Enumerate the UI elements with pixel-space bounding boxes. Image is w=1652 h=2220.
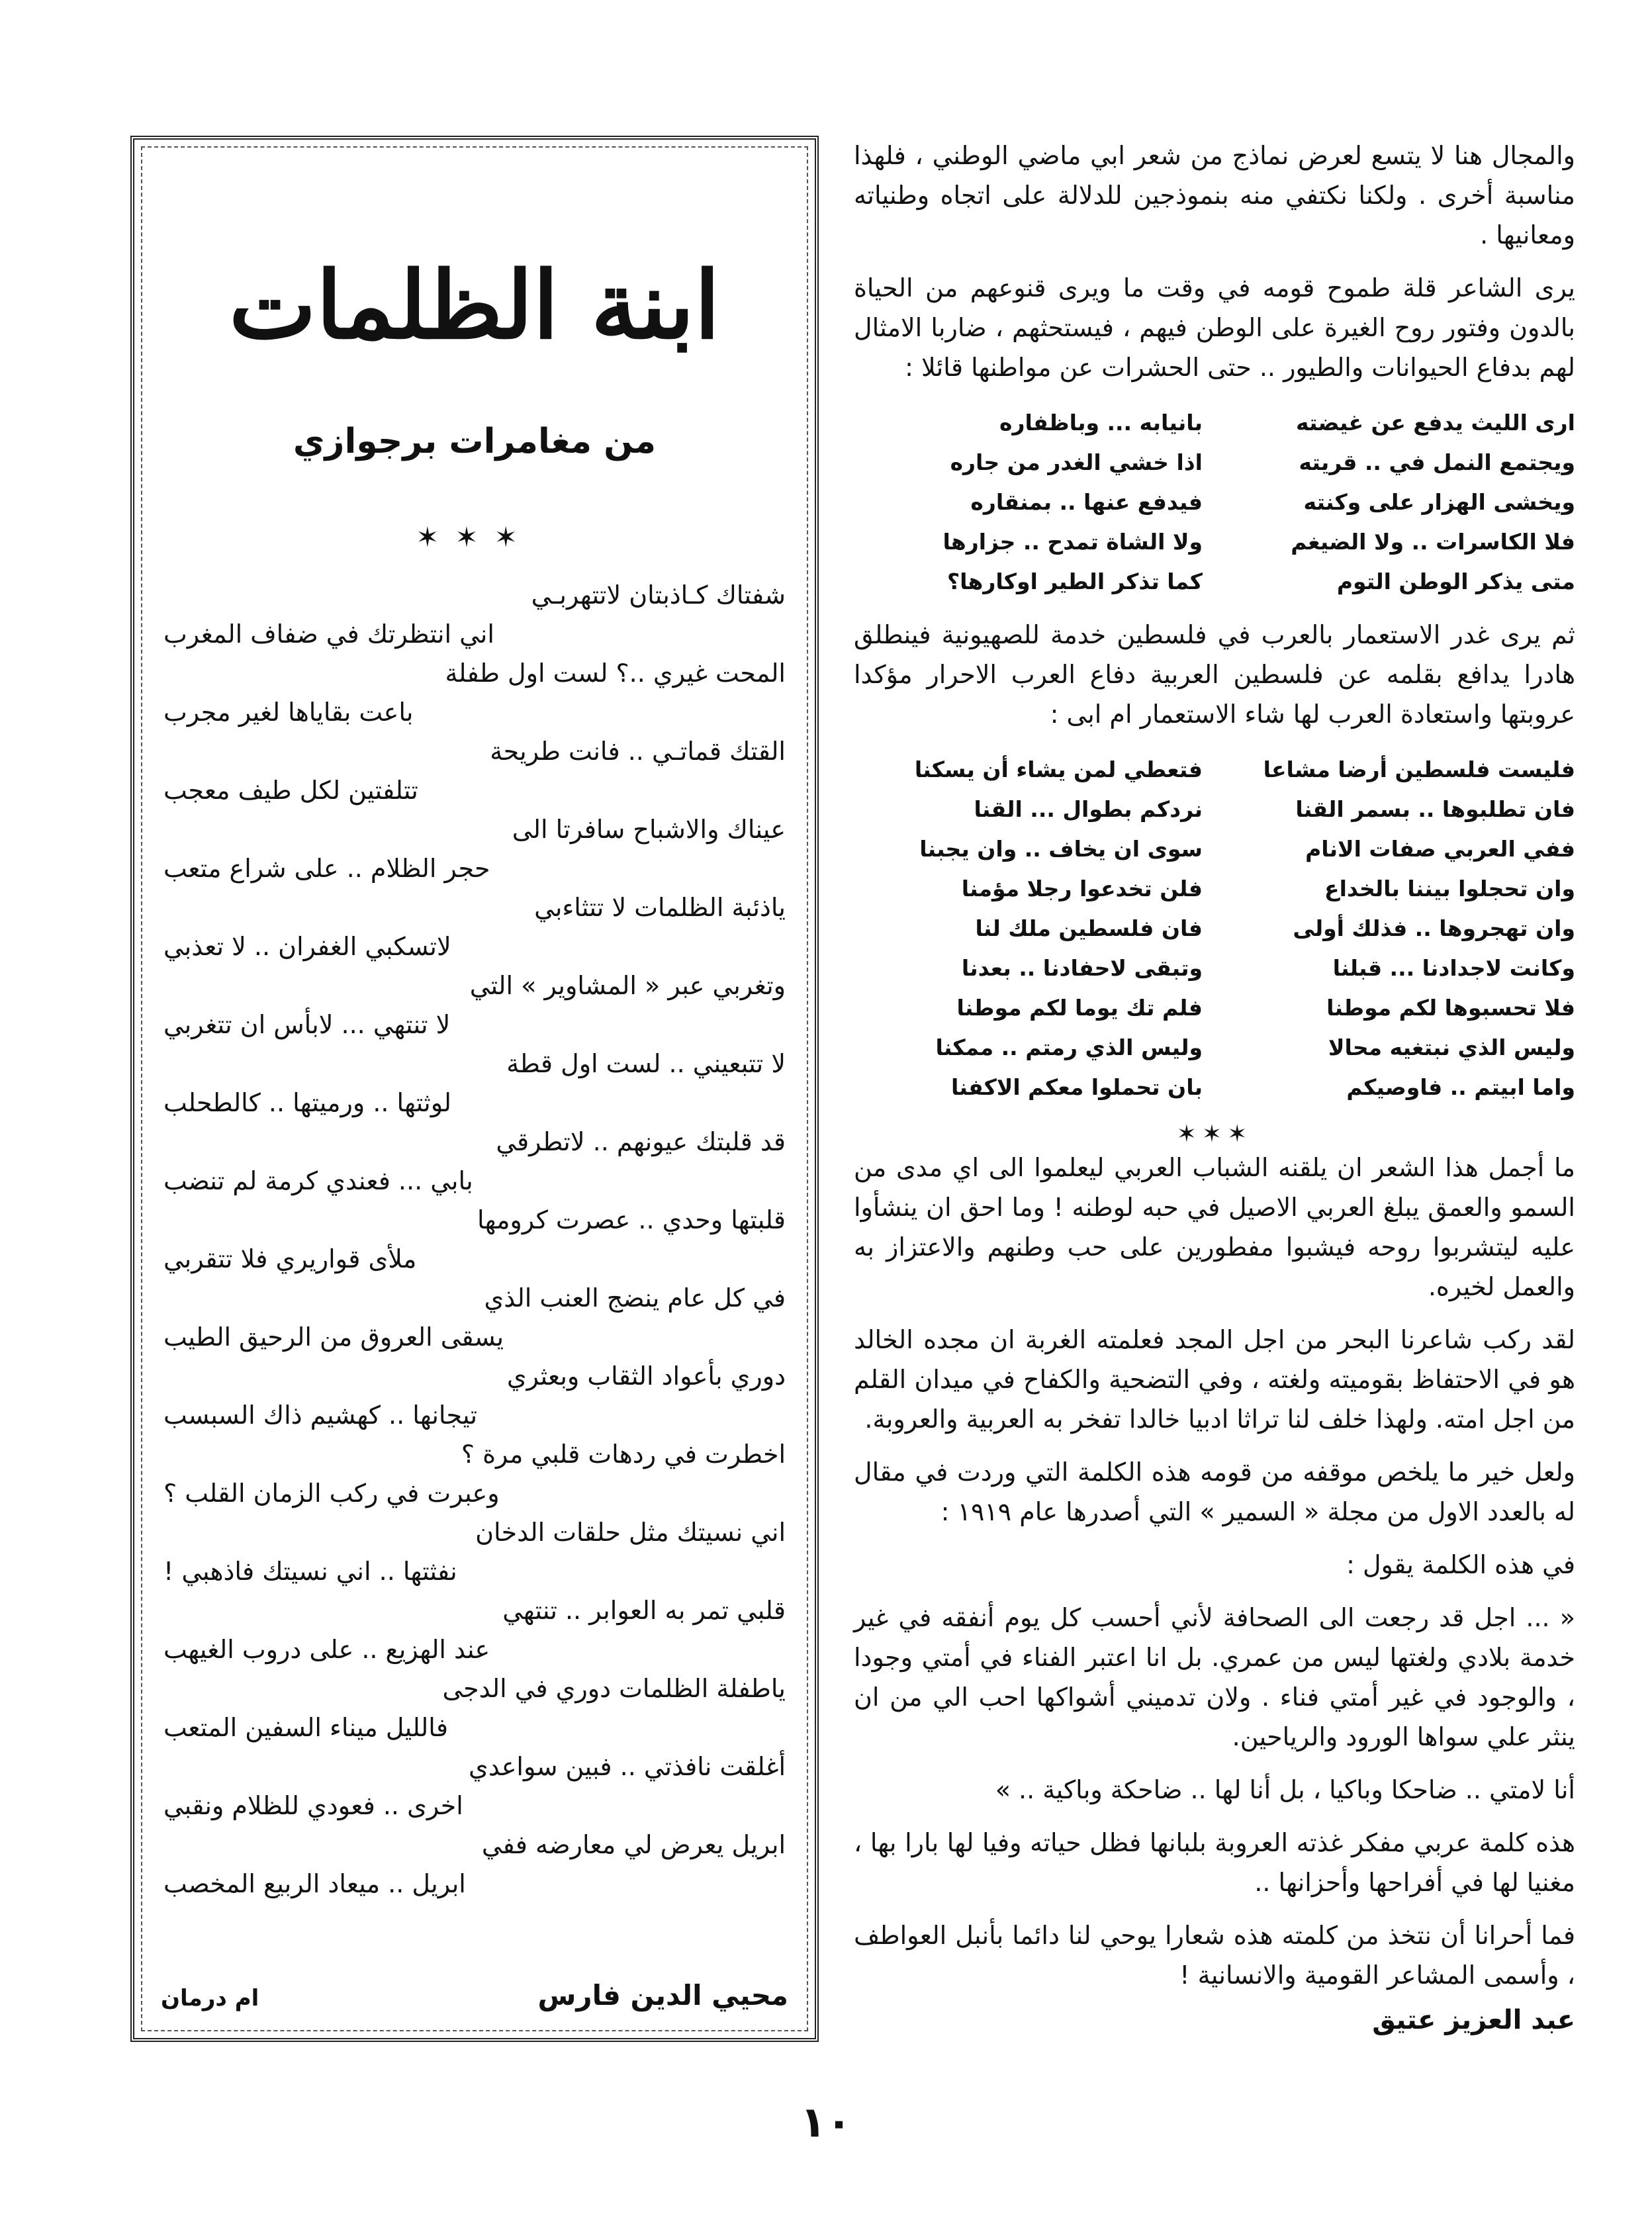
poem-line: ابريل .. ميعاد الربيع المخصب <box>163 1869 466 1898</box>
poem-line: فالليل ميناء السفين المتعب <box>163 1713 448 1742</box>
verse-line: فلا الكاسرات .. ولا الضيغم <box>1291 529 1575 555</box>
verse-line: فيدفع عنها .. بمنقاره <box>970 489 1203 515</box>
poem-line: أغلقت نافذتي .. فبين سواعدي <box>469 1752 786 1781</box>
verse-line: بانيابه ... وباظفاره <box>999 410 1203 436</box>
quote-paragraph-2: أنا لامتي .. ضاحكا وباكيا ، بل أنا لها .. ضاحكة وباكية .. » <box>995 1775 1575 1804</box>
verses-block-1 <box>854 403 1575 602</box>
poem-line: ملأى قواريري فلا تتقربي <box>163 1244 417 1273</box>
poem-line: تتلفتين لكل طيف معجب <box>163 776 418 805</box>
poem-line: قلبي تمر به العوابر .. تنتهي <box>502 1596 786 1625</box>
article-author: عبد العزيز عتيق <box>1372 2005 1575 2035</box>
poem-line: لوثتها .. ورميتها .. كالطحلب <box>163 1088 451 1117</box>
verse-line: سوى ان يخاف .. وان يجبنا <box>919 836 1203 862</box>
poem-line: القتك قماتـي .. فانت طريحة <box>490 737 786 766</box>
verse-line: ففي العربي صفات الانام <box>1305 836 1575 862</box>
section-divider-stars: ✶✶✶ <box>1176 1121 1253 1148</box>
verse-line: نردكم بطوال ... القنا <box>974 796 1203 822</box>
poem-author: محيي الدين فارس <box>537 1979 788 2012</box>
paragraph-11: فما أحرانا أن نتخذ من كلمته هذه شعارا يوحي لنا دائما بأنبل العواطف ، وأسمى المشاعر القومية والانسانية ! <box>854 1921 1575 1990</box>
poem-line: تيجانها .. كهشيم ذاك السبسب <box>163 1401 478 1430</box>
verse-line: ولا الشاة تمدح .. جزارها <box>942 529 1203 555</box>
poem-line: اني نسيتك مثل حلقات الدخان <box>475 1518 786 1547</box>
poem-line: وعبرت في ركب الزمان القلب ؟ <box>163 1479 500 1508</box>
verse-line: فلا تحسبوها لكم موطنا <box>1326 995 1575 1021</box>
verse-line: فلم تك يوما لكم موطنا <box>956 995 1203 1021</box>
poem-line: اخطرت في ردهات قلبي مرة ؟ <box>461 1440 786 1469</box>
verse-line: وان تهجروها .. فذلك أولى <box>1293 915 1575 941</box>
verse-line: ويجتمع النمل في .. قريته <box>1299 449 1575 475</box>
poem-line: يسقى العروق من الرحيق الطيب <box>163 1322 504 1352</box>
poem-body <box>163 576 786 1904</box>
verse-line: متى يذكر الوطن التوم <box>1336 569 1575 594</box>
verse-line: فان تطلبوها .. بسمر القنا <box>1295 796 1575 822</box>
paragraph-1: والمجال هنا لا يتسع لعرض نماذج من شعر ابي ماضي الوطني ، فلهذا مناسبة أخرى . ولكنا نكتفي منه بنموذجين للدلالة على اتجاه وطنياته ومعانيها . <box>854 141 1575 250</box>
paragraph-3: ثم يرى غدر الاستعمار بالعرب في فلسطين خدمة للصهيونية فينطلق هادرا يدافع بقلمه عن فلسطين العربية دفاع العرب الاحرار مؤكدا عروبتها واستعادة العرب لها شاء الاستعمار ام ابى : <box>854 620 1575 729</box>
paragraph-7: في هذه الكلمة يقول : <box>1346 1550 1575 1579</box>
verse-line: كما تذكر الطير اوكارها؟ <box>946 569 1203 594</box>
poem-line: نفثتها .. اني نسيتك فاذهبي ! <box>163 1557 457 1586</box>
verse-line: وتبقى لاحفادنا .. بعدنا <box>961 955 1203 981</box>
verse-line: واما ابيتم .. فاوصيكم <box>1346 1074 1575 1100</box>
poem-place: ام درمان <box>161 1985 259 2012</box>
verse-line: ارى الليث يدفع عن غيضته <box>1296 410 1575 436</box>
paragraph-6: ولعل خير ما يلخص موقفه من قومه هذه الكلمة التي وردت في مقال له بالعدد الاول من مجلة « السمير » التي أصدرها عام ١٩١٩ : <box>854 1457 1575 1526</box>
poem-line: قلبتها وحدي .. عصرت كرومها <box>477 1205 786 1234</box>
paragraph-10: هذه كلمة عربي مفكر غذته العروبة بلبانها فظل حياته وفيا لها بارا بها ، مغنيا لها في أفراحها وأحزانها .. <box>854 1828 1575 1897</box>
poem-line: وتغربي عبر « المشاوير » التي <box>469 971 786 1000</box>
poem-line: عند الهزيع .. على دروب الغيهب <box>163 1635 490 1664</box>
poem-line: لا تنتهي ... لابأس ان تتغربي <box>163 1010 451 1039</box>
verse-line: وليس الذي نبتغيه محالا <box>1328 1035 1575 1060</box>
poem-line: حجر الظلام .. على شراع متعب <box>163 854 490 883</box>
article-column <box>854 136 1575 2055</box>
verse-line: فتعطي لمن يشاء أن يسكنا <box>914 757 1203 782</box>
verse-line: فليست فلسطين أرضا مشاعا <box>1263 757 1575 782</box>
verse-line: فان فلسطين ملك لنا <box>975 915 1203 941</box>
poem-line: دوري بأعواد الثقاب وبعثري <box>506 1362 786 1391</box>
poem-line: ياذئبة الظلمات لا تتثاءبي <box>534 893 786 922</box>
poem-line: اني انتظرتك في ضفاف المغرب <box>163 620 494 649</box>
poem-line: في كل عام ينضج العنب الذي <box>484 1283 786 1313</box>
poem-stars-divider: ✶✶✶ <box>416 521 533 553</box>
poem-box <box>130 136 819 2042</box>
verse-line: اذا خشي الغدر من جاره <box>950 449 1203 475</box>
poem-line: لا تتبعيني .. لست اول قطة <box>506 1049 786 1078</box>
poem-line: بابي ... فعندي كرمة لم تنضب <box>163 1166 473 1195</box>
paragraph-4: ما أجمل هذا الشعر ان يلقنه الشباب العربي ليعلموا الى اي مدى من السمو والعمق يبلغ العربي الاصيل في حبه لوطنه ! وما احق ان ينشأوا عليه ليتشربوا روحه فيشبوا مفطورين على حب وطنهم والاعتزاز به والعمل لخيره. <box>854 1153 1575 1301</box>
verse-line: ويخشى الهزار على وكنته <box>1303 489 1575 515</box>
poem-title: ابنة الظلمات <box>228 252 721 360</box>
poem-line: اخرى .. فعودي للظلام ونقبي <box>163 1791 463 1820</box>
verse-line: فلن تخدعوا رجلا مؤمنا <box>961 876 1203 902</box>
poem-footer <box>161 1979 788 2012</box>
verses-block-2 <box>854 750 1575 1107</box>
verse-line: وان تحجلوا بيننا بالخداع <box>1324 876 1575 902</box>
verse-line: وليس الذي رمتم .. ممكنا <box>935 1035 1203 1060</box>
quote-paragraph-1: « ... اجل قد رجعت الى الصحافة لأني أحسب كل يوم أنفقه في غير خدمة بلادي ولغتها ليس من عمري. بل انا اعتبر الفناء في أمتي وجودا ، والوجود في غير أمتي فناء . ولان تدميني أشواكها احب الي من ان ينثر علي سواها الورود والرياحين. <box>854 1603 1575 1751</box>
poem-line: عيناك والاشباح سافرتا الى <box>512 815 786 844</box>
poem-line: باعت بقاياها لغير مجرب <box>163 698 414 727</box>
poem-line: لاتسكبي الغفران .. لا تعذبي <box>163 932 451 961</box>
poem-line: شفتاك كـاذبتان لاتتهربـي <box>531 580 786 610</box>
verse-line: وكانت لاجدادنا ... قبلنا <box>1332 955 1575 981</box>
paragraph-5: لقد ركب شاعرنا البحر من اجل المجد فعلمته الغربة ان مجده الخالد هو في الاحتفاظ بقوميته ولغته ، وفي التضحية والكفاح في ميدان القلم من اجل امته. ولهذا خلف لنا تراثا ادبيا خالدا تفخر به العربية والعروبة. <box>854 1325 1575 1434</box>
page-number: ١٠ <box>800 2098 852 2147</box>
paragraph-2: يرى الشاعر قلة طموح قومه في وقت ما ويرى قنوعهم من الحياة بالدون وفتور روح الغيرة على الوطن فيهم ، فيستحثهم ، ضاربا الامثال لهم بدفاع الحيوانات والطيور .. حتى الحشرات عن مواطنها قائلا : <box>854 273 1575 382</box>
poem-line: ياطفلة الظلمات دوري في الدجى <box>442 1674 786 1703</box>
verse-line: بان تحملوا معكم الاكفنا <box>951 1074 1203 1100</box>
poem-line: المحت غيري ..؟ لست اول طفلة <box>445 659 786 688</box>
poem-subtitle: من مغامرات برجوازي <box>293 422 657 461</box>
poem-line: ابريل يعرض لي معارضه ففي <box>481 1830 786 1859</box>
poem-line: قد قلبتك عيونهم .. لاتطرقي <box>496 1127 786 1156</box>
